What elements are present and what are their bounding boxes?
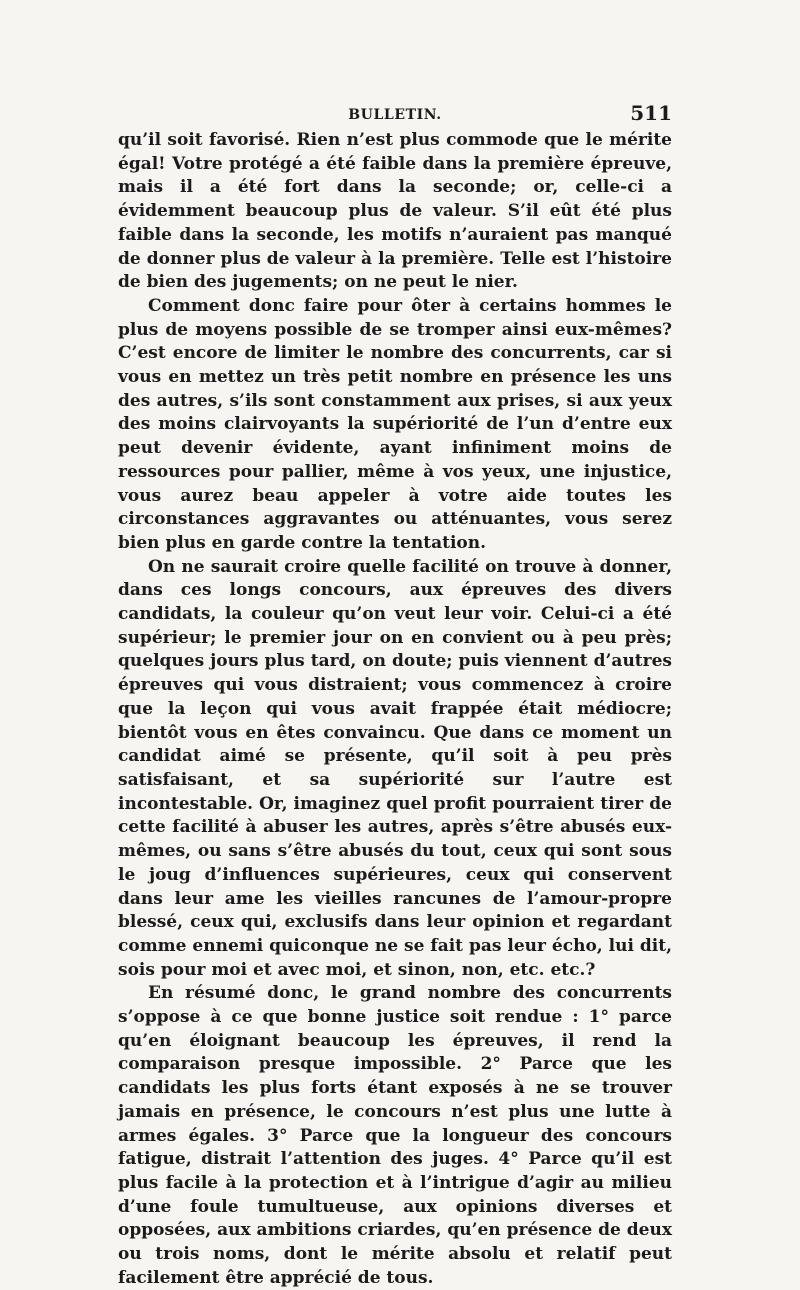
paragraph-3: On ne saurait croire quelle facilité on trouve à donner, dans ces longs concours, aux épreuves des divers candidats, la couleur qu’on veut leur voir. Celui-ci a été supérieur; le premier jour on en convient ou à peu près; quelques jours plus tard, on doute; puis viennent d’autres épreuves qui vous distraient; vous commencez à croire que la leçon qui vous avait frappée était médiocre; bientôt vous en êtes convaincu. Que dans ce moment un candidat aimé se présente, qu’il soit à peu près satisfaisant, et sa supériorité sur l’autre est incontestable. Or, imaginez quel profit pourraient tirer de cette facilité à abuser les autres, après s’être abusés eux-mêmes, ou sans s’être abusés du tout, ceux qui sont sous le joug d’influences supérieures, ceux qui conservent dans leur ame les vieilles rancunes de l’amour-propre blessé, ceux qui, exclusifs dans leur opinion et regardant comme ennemi quiconque ne se fait pas leur écho, lui dit, sois pour moi et avec moi, et sinon, non, etc. etc.? xyxy=(118,556,672,980)
running-title: BULLETIN. xyxy=(348,107,442,123)
body-text xyxy=(118,129,672,1290)
page-number: 511 xyxy=(630,101,672,125)
paragraph-4: En résumé donc, le grand nombre des concurrents s’oppose à ce que bonne justice soit rendue : 1° parce qu’en éloignant beaucoup les épreuves, il rend la comparaison presque impossible. 2° Parce que les candidats les plus forts étant exposés à ne se trouver jamais en présence, le concours n’est plus une lutte à armes égales. 3° Parce que la longueur des concours fatigue, distrait l’attention des juges. 4° Parce qu’il est plus facile à la protection et à l’intrigue d’agir au milieu d’une foule tumultueuse, aux opinions diverses et opposées, aux ambitions criardes, qu’en présence de deux ou trois noms, dont le mérite absolu et relatif peut facilement être apprécié de tous. xyxy=(118,983,672,1288)
book-page xyxy=(118,97,672,1290)
paragraph-2: Comment donc faire pour ôter à certains hommes le plus de moyens possible de se tromper ainsi eux-mêmes? C’est encore de limiter le nombre des concurrents, car si vous en mettez un très petit nombre en présence les uns des autres, s’ils sont constamment aux prises, si aux yeux des moins clairvoyants la supériorité de l’un d’entre eux peut devenir évidente, ayant infiniment moins de ressources pour pallier, même à vos yeux, une injustice, vous aurez beau appeler à votre aide toutes les circonstances aggravantes ou atténuantes, vous serez bien plus en garde contre la tentation. xyxy=(118,295,672,553)
paragraph-1: qu’il soit favorisé. Rien n’est plus commode que le mérite égal! Votre protégé a été faible dans la première épreuve, mais il a été fort dans la seconde; or, celle-ci a évidemment beaucoup plus de valeur. S’il eût été plus faible dans la seconde, les motifs n’auraient pas manqué de donner plus de valeur à la première. Telle est l’histoire de bien des jugements; on ne peut le nier. xyxy=(118,130,672,293)
running-header xyxy=(118,97,672,127)
